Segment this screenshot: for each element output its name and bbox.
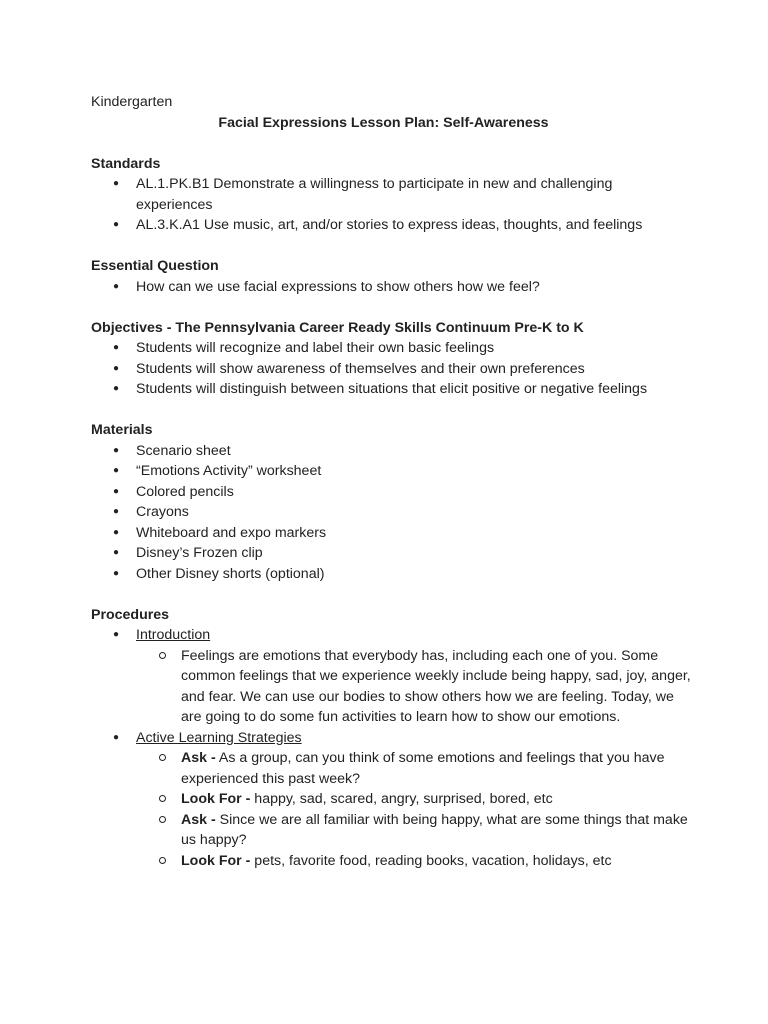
bullet-icon: ● (113, 219, 120, 230)
list-item (91, 359, 691, 380)
list-item-text: Disney’s Frozen clip (136, 545, 263, 561)
list-item-text: “Emotions Activity” worksheet (136, 463, 322, 479)
list-item (91, 215, 691, 236)
list-item-text: Students will distinguish between situations that elicit positive or negative feelings (136, 381, 648, 397)
list-item (91, 277, 691, 298)
grade-level: Kindergarten (91, 94, 173, 110)
list-item-text: How can we use facial expressions to show others how we feel? (136, 278, 540, 295)
list-item (91, 564, 691, 585)
prompt-lead: Ask - (181, 750, 216, 766)
list-item-text: Students will recognize and label their own basic feelings (136, 340, 495, 356)
list-item (91, 482, 691, 503)
prompt-lead: Look For - (181, 791, 251, 807)
bullet-icon: ● (113, 547, 120, 558)
sub-list-item (136, 646, 691, 728)
list-item-text: AL.3.K.A1 Use music, art, and/or stories to express ideas, thoughts, and feelings (136, 217, 643, 233)
essential-question-list (91, 277, 691, 298)
bullet-icon: ● (113, 506, 120, 517)
sub-list-item (136, 810, 691, 851)
lesson-plan-content (91, 92, 691, 871)
list-item (91, 461, 691, 482)
objectives-heading: Objectives - The Pennsylvania Career Ready Skills Continuum Pre-K to K (91, 319, 584, 336)
standards-heading: Standards (91, 155, 161, 172)
prompt-text: pets, favorite food, reading books, vacation, holidays, etc (250, 852, 612, 869)
list-item (91, 543, 691, 564)
sub-list-item (136, 748, 691, 789)
list-item-text: AL.1.PK.B1 Demonstrate a willingness to participate in new and challenging experiences (136, 176, 613, 213)
bullet-icon: ● (113, 342, 120, 353)
bullet-icon: ● (113, 383, 120, 394)
bullet-icon: ● (113, 526, 120, 538)
prompt-text: happy, sad, scared, angry, surprised, bored, etc (250, 791, 553, 807)
introduction-label: Introduction (136, 627, 211, 643)
circle-bullet-icon (159, 754, 166, 761)
prompt-lead: Ask - (181, 811, 216, 828)
list-item (91, 379, 691, 400)
procedures-heading: Procedures (91, 606, 170, 623)
bullet-icon: ● (113, 465, 120, 476)
page-title: Facial Expressions Lesson Plan: Self-Awareness (218, 114, 549, 131)
prompt-text: Since we are all familiar with being happy, what are some things that make us happy? (181, 811, 688, 848)
active-learning-label: Active Learning Strategies (136, 729, 302, 746)
procedures-list (91, 625, 691, 871)
list-item-text: Scenario sheet (136, 442, 231, 459)
bullet-icon: ● (113, 567, 120, 579)
list-item-text: Students will show awareness of themselves and their own preferences (136, 360, 585, 377)
introduction-text: Feelings are emotions that everybody has, including each one of you. Some common feelings that we experience weekly include being happy, sad, joy, anger, and fear. We can use our bodies to show others how we are feeling. Today, we are going to do some fun activities to learn how to show our emotions. (181, 647, 691, 725)
bullet-icon: ● (113, 629, 120, 640)
essential-question-heading: Essential Question (91, 258, 219, 274)
bullet-icon: ● (113, 731, 120, 743)
list-item (91, 174, 691, 215)
list-item-text: Crayons (136, 504, 189, 520)
list-item (91, 441, 691, 462)
bullet-icon: ● (113, 362, 120, 374)
list-item (91, 502, 691, 523)
introduction-sublist (136, 646, 691, 728)
circle-bullet-icon (159, 795, 166, 802)
circle-bullet-icon (159, 857, 166, 864)
circle-bullet-icon (159, 816, 166, 823)
list-item (91, 728, 691, 872)
bullet-icon: ● (113, 178, 120, 189)
list-item (91, 338, 691, 359)
circle-bullet-icon (159, 652, 166, 659)
bullet-icon: ● (113, 280, 120, 292)
bullet-icon: ● (113, 444, 120, 456)
sub-list-item (136, 851, 691, 872)
materials-heading: Materials (91, 422, 153, 438)
list-item (91, 523, 691, 544)
list-item (91, 625, 691, 728)
list-item-text: Whiteboard and expo markers (136, 524, 327, 541)
list-item-text: Other Disney shorts (optional) (136, 565, 325, 582)
materials-list (91, 441, 691, 585)
prompt-text: As a group, can you think of some emotions and feelings that you have experienced this past week? (181, 750, 665, 787)
standards-list (91, 174, 691, 236)
bullet-icon: ● (113, 485, 120, 497)
objectives-list (91, 338, 691, 400)
sub-list-item (136, 789, 691, 810)
active-learning-sublist (136, 748, 691, 871)
list-item-text: Colored pencils (136, 483, 234, 500)
prompt-lead: Look For - (181, 852, 251, 869)
